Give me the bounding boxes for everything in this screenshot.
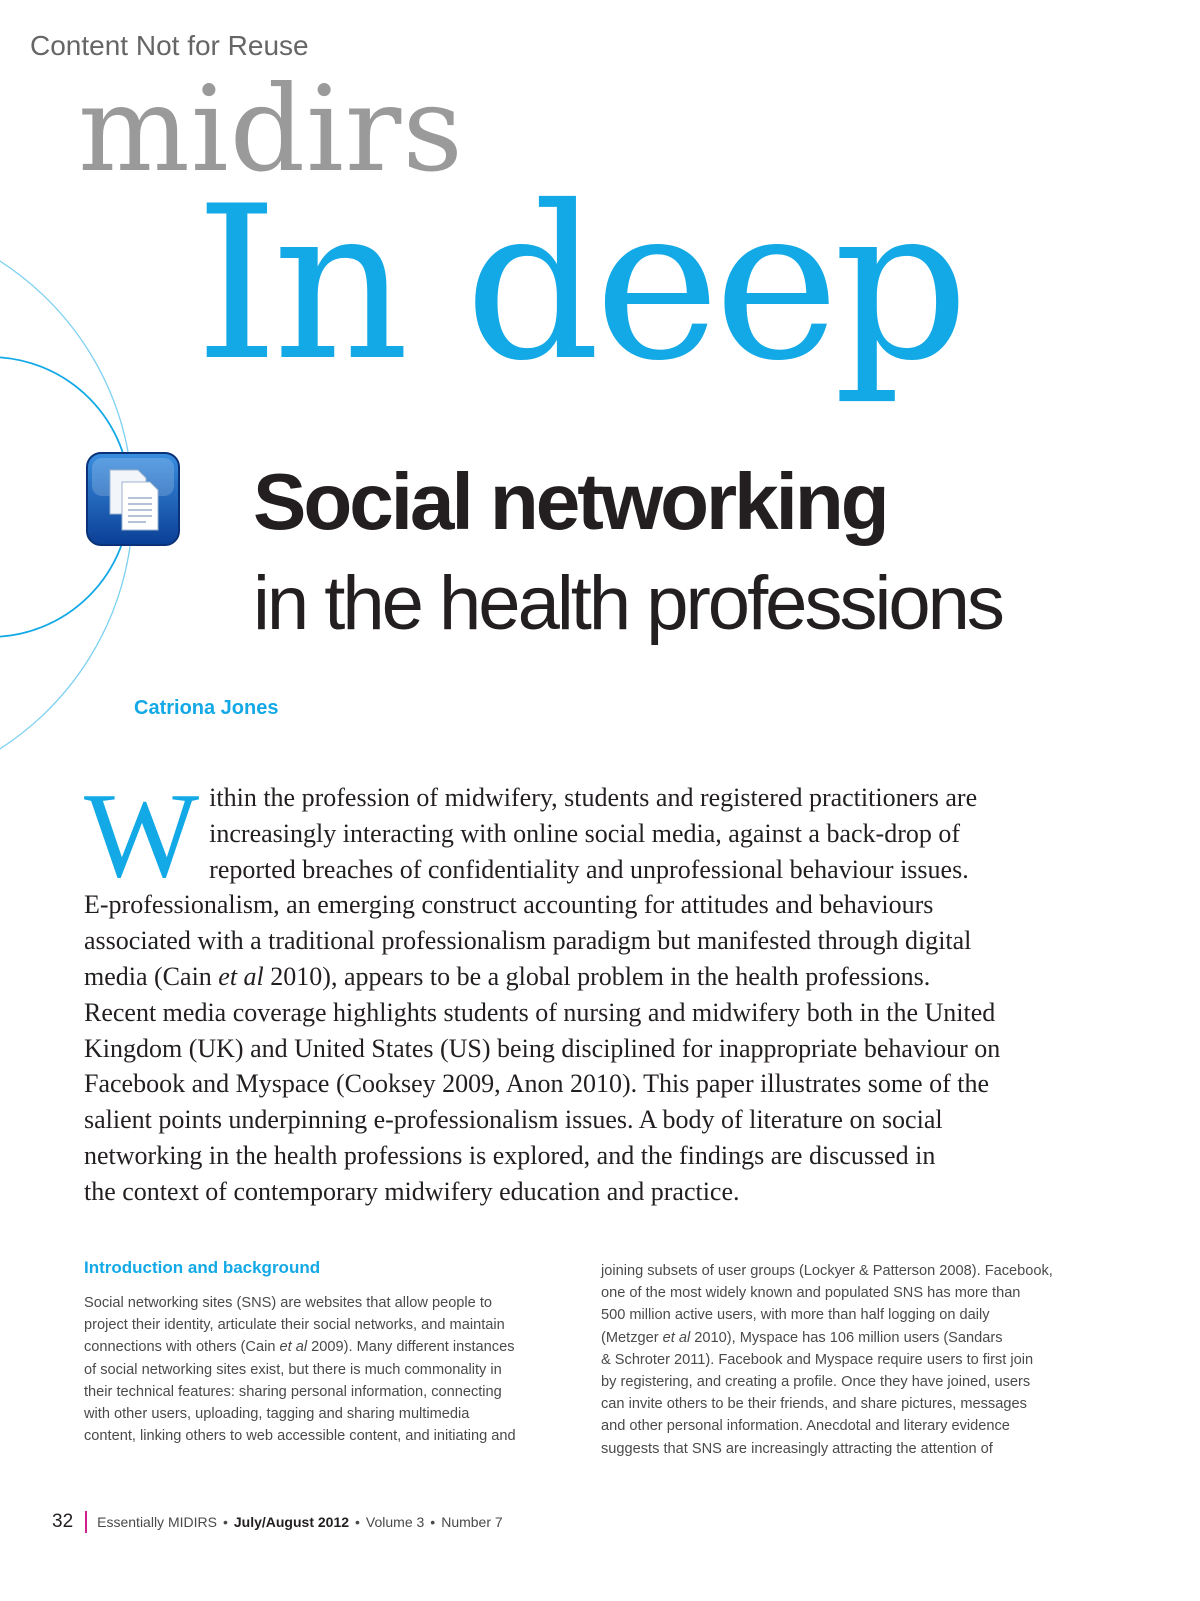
- body-column-right: [601, 1260, 1101, 1460]
- issue-date: July/August 2012: [233, 1514, 350, 1530]
- body-line: project their identity, articulate their social networks, and maintain: [84, 1317, 505, 1334]
- body-text: [601, 1260, 1101, 1460]
- masthead-brand: midirs: [78, 60, 464, 198]
- footer-separator: •: [222, 1514, 228, 1530]
- abstract-line: Recent media coverage highlights students of nursing and midwifery both in the United: [84, 997, 996, 1027]
- section-heading: Introduction and background: [84, 1258, 321, 1277]
- article-subtitle: in the health professions: [253, 561, 1002, 646]
- publication-name: Essentially MIDIRS: [97, 1514, 217, 1530]
- italic-citation: et al: [218, 961, 264, 991]
- body-column-left: [84, 1258, 572, 1447]
- body-line: content, linking others to web accessible content, and initiating and: [84, 1428, 516, 1445]
- abstract-line: increasingly interacting with online social media, against a back-drop of: [209, 818, 961, 848]
- footer-separator: •: [430, 1514, 436, 1530]
- body-line: connections with others (Cain et al 2009). Many different instances: [84, 1339, 515, 1356]
- footer-separator: •: [355, 1514, 360, 1530]
- abstract-line: Facebook and Myspace (Cooksey 2009, Anon 2010). This paper illustrates some of the: [84, 1069, 990, 1099]
- body-line: can invite others to be their friends, and share pictures, messages: [601, 1396, 1027, 1413]
- abstract-line: ithin the profession of midwifery, students and registered practitioners are: [209, 783, 978, 812]
- body-line: (Metzger et al 2010), Myspace has 106 million users (Sandars: [601, 1329, 1003, 1346]
- abstract-line: salient points underpinning e-professionalism issues. A body of literature on social: [84, 1105, 943, 1135]
- article-title: Social networking: [253, 457, 887, 546]
- body-line: one of the most widely known and populated SNS has more than: [601, 1285, 1021, 1302]
- body-line: joining subsets of user groups (Lockyer & Patterson 2008). Facebook,: [601, 1263, 1053, 1279]
- body-text: [84, 1292, 572, 1447]
- abstract-line: reported breaches of confidentiality and unprofessional behaviour issues.: [209, 854, 969, 884]
- watermark: Content Not for Reuse: [30, 30, 309, 61]
- page-footer: [52, 1511, 503, 1533]
- masthead-section: In deep: [195, 160, 964, 407]
- abstract: [84, 768, 1094, 1210]
- italic-citation: et al: [279, 1339, 308, 1356]
- abstract-line: associated with a traditional professionalism paradigm but manifested through digital: [84, 926, 972, 956]
- italic-citation: et al: [662, 1329, 691, 1346]
- footer-divider: [85, 1511, 87, 1533]
- issue-number: Number 7: [441, 1514, 503, 1530]
- page-number: 32: [52, 1511, 74, 1532]
- body-line: and other personal information. Anecdotal and literary evidence: [601, 1418, 1010, 1435]
- body-line: Social networking sites (SNS) are websites that allow people to: [84, 1295, 493, 1311]
- abstract-line: networking in the health professions is explored, and the findings are discussed in: [84, 1140, 936, 1170]
- author-name: Catriona Jones: [134, 697, 279, 719]
- body-line: by registering, and creating a profile. Once they have joined, users: [601, 1374, 1031, 1391]
- body-line: 500 million active users, with more than half logging on daily: [601, 1307, 990, 1324]
- body-line: of social networking sites exist, but there is much commonality in: [84, 1361, 502, 1378]
- abstract-line: the context of contemporary midwifery education and practice.: [84, 1176, 740, 1206]
- drop-cap: W: [84, 768, 200, 903]
- body-line: & Schroter 2011). Facebook and Myspace require users to first join: [601, 1351, 1034, 1368]
- abstract-line: E-professionalism, an emerging construct accounting for attitudes and behaviours: [84, 890, 934, 920]
- body-line: with other users, uploading, tagging and sharing multimedia: [84, 1406, 470, 1423]
- body-line: their technical features: sharing personal information, connecting: [84, 1383, 502, 1400]
- abstract-line: Kingdom (UK) and United States (US) being disciplined for inappropriate behaviour on: [84, 1033, 1001, 1063]
- volume: Volume 3: [365, 1514, 425, 1530]
- document-stack-icon: [86, 452, 180, 546]
- abstract-line: media (Cain et al 2010), appears to be a global problem in the health professions.: [84, 961, 931, 991]
- body-line: suggests that SNS are increasingly attracting the attention of: [601, 1440, 993, 1457]
